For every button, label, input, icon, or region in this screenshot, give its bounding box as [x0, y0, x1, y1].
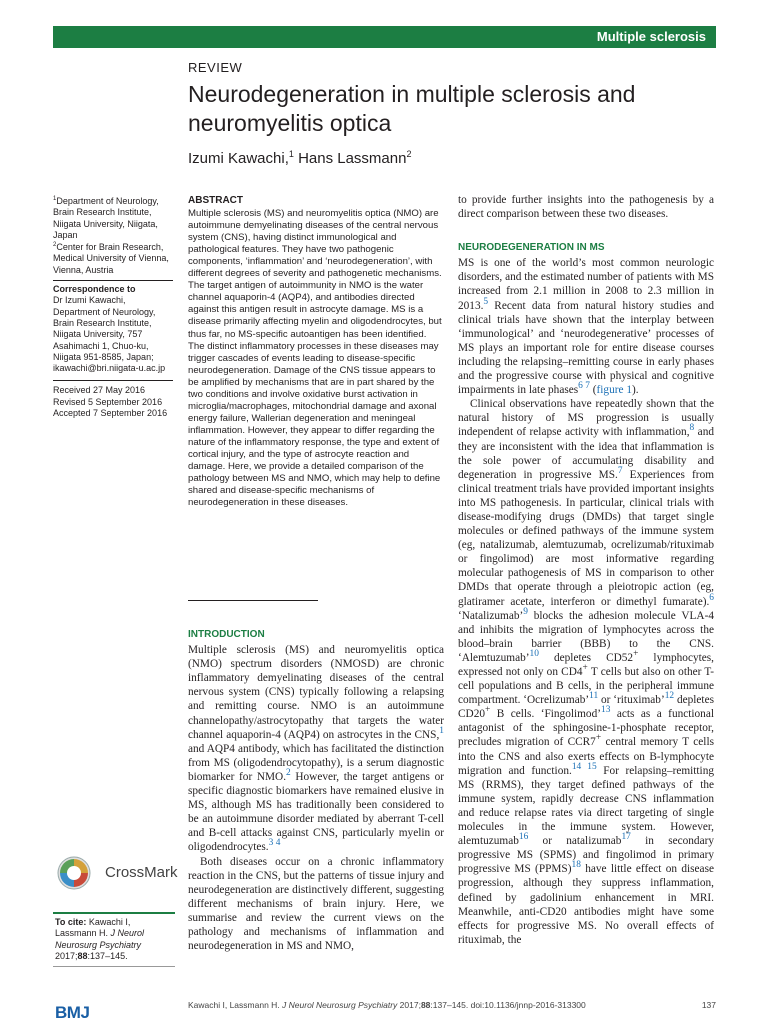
reference-link[interactable]: 6 [709, 592, 714, 603]
affiliation: $^2$Center for Brain Research, Medical University of Vienna, Vienna, Austria [53, 242, 169, 275]
reference-link[interactable]: 2 [286, 768, 291, 779]
author-name[interactable]: Izumi Kawachi, [188, 150, 289, 167]
reference-link[interactable]: 1 [439, 725, 444, 736]
paragraph: MS is one of the world’s most common neurologic disorders, and the estimated number of patients with MS increased from 2.1 million in 2008 to 2.3 million in 2013.$^5$ Recent data from natural history studies and clinical trials have shown that the interplay between ‘immunological’ and ‘neurodegenerative’ processes of MS plays an important role for entire disease courses including the relapsing–remitting course in early phases and the progressive course with physical and cognitive impairments in late phases$^{6 7}$ (figure 1). [458, 257, 714, 397]
introduction-section [188, 628, 444, 953]
author-list [188, 150, 411, 167]
paragraph: Both diseases occur on a chronic inflammatory reaction in the CNS, but the patterns of tissue injury and neurodegeneration are distinctively different, suggesting different mechanisms of brain injury. Here, we summarise and review the current views on the pathology and mechanisms of inflammation and neurodegeneration in MS and NMO, [188, 855, 444, 953]
article-title: Neurodegeneration in multiple sclerosis and neuromyelitis optica [188, 81, 636, 136]
reference-link[interactable]: 10 [529, 649, 539, 660]
received-date: Received 27 May 2016 [53, 385, 146, 396]
accepted-date: Accepted 7 September 2016 [53, 408, 168, 419]
reference-link[interactable]: 9 [523, 606, 528, 617]
article-type: REVIEW [188, 60, 243, 75]
affiliation-ref: 1 [288, 149, 294, 159]
revised-date: Revised 5 September 2016 [53, 396, 163, 407]
divider [53, 380, 173, 381]
reference-link[interactable]: 6 7 [578, 381, 590, 392]
sidebar [53, 196, 173, 419]
to-cite-label: To cite: [55, 917, 87, 927]
affiliation: $^1$Department of Neurology, Brain Research Institute, Niigata University, Niigata, Japan [53, 196, 159, 240]
correspondence-label: Correspondence to [53, 280, 173, 295]
reference-link[interactable]: 14 15 [571, 761, 597, 772]
section-label: Multiple sclerosis [596, 29, 706, 44]
paragraph: Clinical observations have repeatedly shown that the natural history of MS progression is usually independent of relapse activity with inflammation,$^8$ and they are inconsistent with the idea that inflammation is the sole power of accumulating disability and degeneration in progressive MS.$^7$ Experiences from clinical treatment trials have provided important insights into MS pathogenesis. In particular, clinical trials with disease-modifying drugs (DMDs) that target single molecules or defined pathways of the immune system (eg, natalizumab, alemtuzumab, ocrelizumab/rituximab or fingolimod) are most informative regarding molecular pathogenesis of MS in comparison to other DMDs that operate through a pleiotropic action (eg, glatiramer acetate, interferon or dimethyl fumarate).$^6$ ‘Natalizumab’$^9$ blocks the adhesion molecule VLA-4 and inhibits the migration of lymphocytes across the blood–brain barrier (BBB) to the CNS. ‘Alemtuzumab’$^{10}$ depletes CD52+ lymphocytes, expressed not only on CD4+ T cells but also on other T-cell populations and B cells, in the peripheral immune compartment. ‘Ocrelizumab’$^{11}$ or ‘rituximab’$^{12}$ depletes CD20+ B cells. ‘Fingolimod’$^{13}$ acts as a functional antagonist of the sphingosine-1-phosphate receptor, precludes migration of CCR7+ central memory T cells into the CNS and also exerts effects on B-lymphocyte migration and function.$^{14 15}$ For relapsing–remitting MS (RRMS), they target defined pathways of the immune system, rapidly decrease CNS inflammation and reduce relapse rates via direct targeting of single molecules in the immune system. However, alemtuzumab$^{16}$ or natalizumab$^{17}$ in secondary progressive MS (SPMS) and fingolimod in primary progressive MS (PPMS)$^{18}$ have little effect on disease progression, although they suppress inflammation, defined by gadolinium enhancement in MRI. Meanwhile, anti-CD20 antibodies might have some effects for progressive MS. No overall effects of rituximab, the [458, 398, 715, 946]
section-heading: NEURODEGENERATION IN MS [458, 242, 605, 254]
paragraph: to provide further insights into the pathogenesis by a direct comparison between these two diseases. [458, 194, 714, 221]
page-footer [188, 1000, 716, 1010]
reference-link[interactable]: 3 4 [268, 838, 281, 849]
reference-link[interactable]: 11 [589, 691, 599, 702]
reference-link[interactable]: 16 [518, 832, 529, 843]
bmj-logo[interactable]: BMJ [55, 1003, 90, 1022]
footer-citation: Kawachi I, Lassmann H. J Neurol Neurosurg Psychiatry 2017;88:137–145. doi:10.1136/jnnp-2016-313300 [188, 1000, 586, 1010]
section-header-bar [53, 26, 716, 48]
reference-link[interactable]: 5 [483, 296, 489, 307]
divider [188, 600, 318, 601]
to-cite-box: To cite: Kawachi I, Lassmann H. J Neurol Neurosurg Psychiatry 2017;88:137–145. [53, 912, 175, 967]
affiliation-ref: 2 [406, 149, 412, 159]
reference-link[interactable]: 17 [621, 832, 631, 843]
reference-link[interactable]: 7 [617, 465, 623, 476]
correspondence-address: Dr Izumi Kawachi, Department of Neurology, Brain Research Institute, Niigata University, 757 Asahimachi 1, Chuo-ku, Niigata 951-8585, Japan; ikawachi@bri.niigata-u.ac.jp [53, 295, 166, 374]
introduction-heading: INTRODUCTION [188, 629, 265, 640]
figure-link[interactable]: figure 1 [596, 384, 632, 397]
author-name[interactable]: Hans Lassmann [298, 150, 407, 167]
reference-link[interactable]: 13 [600, 705, 611, 716]
reference-link[interactable]: 18 [571, 860, 581, 871]
reference-link[interactable]: 8 [689, 423, 695, 434]
right-column [458, 193, 714, 947]
abstract-heading: ABSTRACT [188, 195, 243, 206]
paragraph: Multiple sclerosis (MS) and neuromyelitis optica (NMO) spectrum disorders (NMOSD) are chronic inflammatory demyelinating diseases of the central nervous system (CNS) typically following a relapsing and remitting course. NMO is an autoimmune channelopathy/astrocytopathy that targets the water channel aquaporin-4 (AQP4) on astrocytes in the CNS,$^1$ and AQP4 antibody, which has facilitated the distinction from MS (oligodendrocytopathy), is a serum diagnostic biomarker for NMO.$^2$ However, the target antigens or specific diagnostic biomarkers have remained elusive in MS, although MS has traditionally been considered to be an autoimmune disorder mediated by aberrant T-cell and B-cell attacks against CNS, particularly myelin or oligodendrocytes.$^{3 4}$ [188, 644, 444, 854]
crossmark-label[interactable]: CrossMark [105, 864, 178, 881]
reference-link[interactable]: 12 [664, 691, 675, 702]
abstract [188, 195, 444, 509]
abstract-text: Multiple sclerosis (MS) and neuromyelitis optica (NMO) are autoimmune demyelinating diseases of the central nervous system (CNS), having distinct immunological and pathological features. They have two pathogenic components, ‘inflammation’ and ‘neurodegeneration’, with different degrees of severity and pathogenetic mechanisms. The target antigen of autoimmunity in NMO is the water channel aquaporin-4 (AQP4), and antibodies directed against this antigen result in astrocyte damage. MS is a disease primarily affecting myelin and oligodendrocytes, but thus far, no MS-specific autoantigen has been identified. The distinct inflammatory processes in these diseases may trigger cascades of events leading to disease-specific neurodegeneration. Damage of the CNS tissue appears to be amplified by mechanisms that are in part shared by the two conditions and involve oxidative burst activation in microglia/macrophages, mitochondrial damage and axonal energy failure, Wallerian degeneration and meningeal inflammation. However, they appear to differ regarding the nature of the inflammatory response, the type and extent of cortical injury, and the type of astrocyte reaction and damage. Here, we provide a detailed comparison of the pathology between MS and NMO, which may help to define shared and disease-specific mechanisms of neurodegeneration in these diseases. [188, 208, 442, 509]
page-number: 137 [701, 1000, 716, 1010]
